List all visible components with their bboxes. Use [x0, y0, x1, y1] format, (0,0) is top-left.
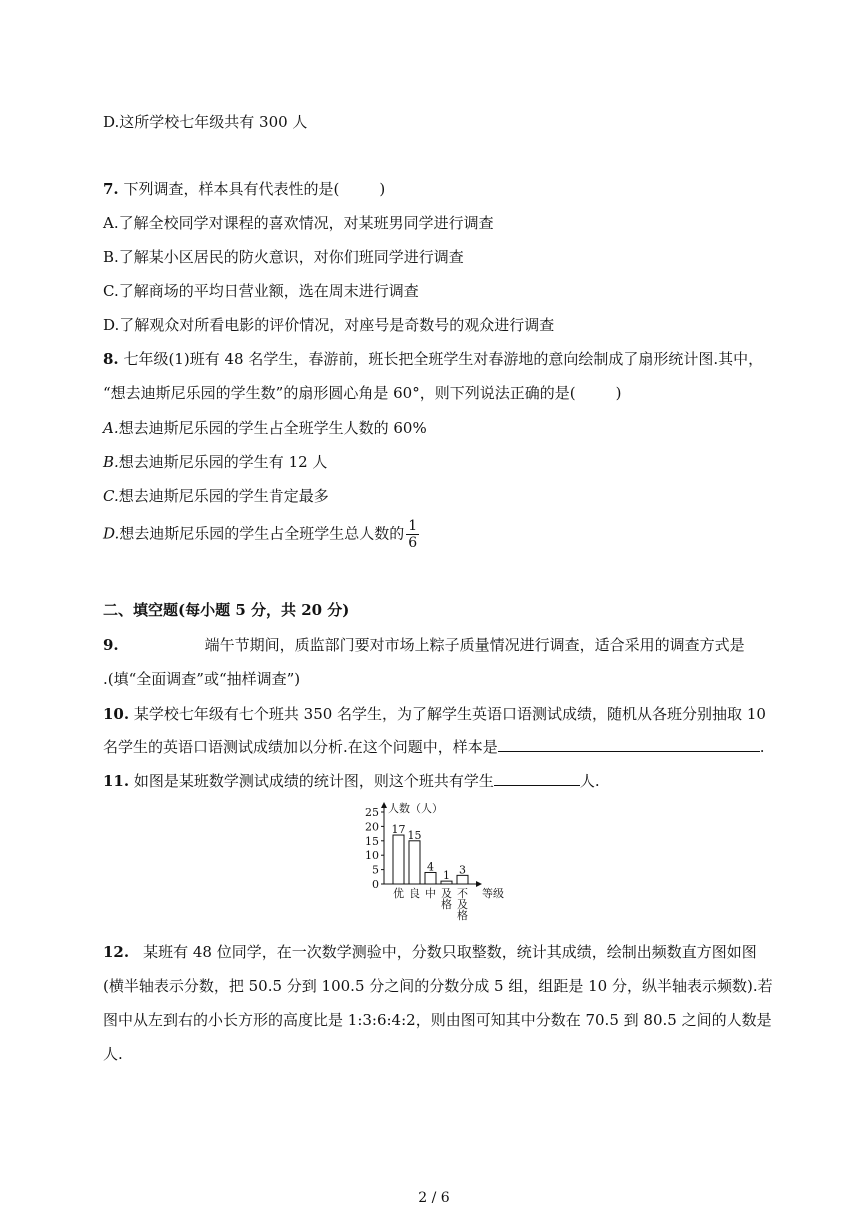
page-number: 2 / 6	[418, 1190, 450, 1206]
q8-number: 8.	[103, 350, 119, 368]
bar	[393, 835, 404, 884]
y-tick-label: 10	[365, 849, 379, 863]
bar	[425, 872, 436, 884]
q10-text1: 某学校七年级有七个班共 350 名学生，为了解学生英语口语测试成绩，随机从各班分别抽取 10	[133, 705, 766, 723]
y-axis-label: 人数（人）	[388, 802, 443, 815]
q7-stem-end: )	[379, 180, 386, 198]
q10-text2: 名学生的英语口语测试成绩加以分析.在这个问题中，样本是	[103, 738, 498, 756]
x-tick-label: 优	[393, 887, 404, 900]
q8-option-c	[103, 486, 329, 506]
fraction-denominator: 6	[408, 535, 418, 551]
answer-blank	[494, 771, 580, 786]
q11-line	[103, 771, 600, 791]
q7-number: 7.	[103, 180, 119, 198]
q9-line2: .(填“全面调查”或“抽样调查”)	[103, 670, 301, 688]
q8-option-b-text: 想去迪斯尼乐园的学生有 12 人	[118, 453, 328, 471]
bar	[409, 841, 420, 884]
q11-text: 如图是某班数学测试成绩的统计图，则这个班共有学生	[133, 772, 494, 790]
q9-text1: 端午节期间，质监部门要对市场上粽子质量情况进行调查，适合采用的调查方式是	[204, 636, 745, 654]
q12-number: 12.	[103, 943, 130, 961]
q12-line1	[103, 942, 757, 962]
q8-option-a	[103, 418, 427, 438]
q9-line1	[103, 635, 745, 655]
y-axis-arrow	[381, 802, 387, 808]
q8-option-b	[103, 452, 327, 472]
q12-line1-text: 某班有 48 位同学，在一次数学测验中，分数只取整数，统计其成绩，绘制出频数直方图如图	[143, 943, 757, 961]
y-tick-label: 5	[372, 863, 379, 877]
section-title: 二、填空题(每小题 5 分，共 20 分)	[103, 601, 350, 619]
bar-value-label: 15	[407, 828, 422, 842]
q8-stem2: “想去迪斯尼乐园的学生数”的扇形圆心角是 60°，则下列说法正确的是(	[103, 384, 576, 402]
q8-option-c-text: 想去迪斯尼乐园的学生肯定最多	[118, 487, 329, 505]
q8-stem2-end: )	[615, 384, 622, 402]
q8-stem-line1	[103, 349, 763, 369]
x-tick-label: 不	[457, 887, 468, 900]
q8-stem-line2	[103, 383, 621, 403]
q11-number: 11.	[103, 772, 130, 790]
q12-line3: 图中从左到右的小长方形的高度比是 1:3:6:4:2，则由图可知其中分数在 70.5 到 80.5 之间的人数是	[103, 1011, 772, 1029]
x-tick-label: 良	[409, 887, 420, 900]
q7-option-c: C.了解商场的平均日营业额，选在周末进行调查	[103, 282, 419, 300]
y-tick-label: 25	[365, 806, 379, 819]
q12-line4: 人.	[103, 1045, 123, 1063]
y-tick-label: 15	[365, 834, 379, 848]
fraction-numerator: 1	[408, 518, 418, 534]
q8-option-c-letter: C.	[103, 487, 119, 505]
bar	[457, 875, 468, 884]
q8-option-b-letter: B.	[103, 453, 119, 471]
q7-option-a: A.了解全校同学对课程的喜欢情况，对某班男同学进行调查	[103, 214, 494, 232]
q8-option-d-letter: D.	[103, 524, 120, 543]
q7-stem-text: 下列调查，样本具有代表性的是(	[123, 180, 340, 198]
x-tick-label: 及	[457, 898, 468, 911]
bar-value-label: 3	[459, 863, 466, 877]
q10-line2	[103, 737, 765, 757]
fraction	[406, 518, 419, 551]
x-tick-label: 格	[457, 909, 468, 922]
bar-chart	[358, 798, 518, 922]
answer-blank	[498, 737, 760, 752]
q7-option-d: D.了解观众对所看电影的评价情况，对座号是奇数号的观众进行调查	[103, 316, 555, 334]
q11-text-end: 人.	[579, 772, 600, 790]
q7-stem	[103, 179, 385, 199]
q8-option-d-text: 想去迪斯尼乐园的学生占全班学生总人数的	[119, 524, 405, 543]
q8-option-a-text: 想去迪斯尼乐园的学生占全班学生人数的 60%	[118, 419, 427, 437]
x-tick-label: 中	[425, 887, 436, 900]
y-tick-label: 20	[365, 820, 379, 834]
x-tick-label: 格	[441, 898, 452, 911]
q8-stem1: 七年级(1)班有 48 名学生，春游前，班长把全班学生对春游地的意向绘制成了扇形统计图.其中，	[123, 350, 764, 368]
q8-option-a-letter: A.	[103, 419, 119, 437]
q8-option-d	[103, 518, 419, 551]
q12-line2: (横半轴表示分数，把 50.5 分到 100.5 分之间的分数分成 5 组，组距是 10 分，纵半轴表示频数).若	[103, 977, 773, 995]
q10-line1	[103, 704, 766, 724]
q7-option-b: B.了解某小区居民的防火意识，对你们班同学进行调查	[103, 248, 464, 266]
q10-text2-end: .	[759, 738, 765, 756]
q6-option-d: D.这所学校七年级共有 300 人	[103, 113, 308, 131]
q10-number: 10.	[103, 705, 130, 723]
x-tick-label: 及	[441, 887, 452, 900]
bar-value-label: 17	[391, 823, 406, 837]
bar-value-label: 1	[443, 869, 450, 883]
bar-value-label: 4	[427, 860, 434, 874]
y-tick-label: 0	[372, 878, 379, 891]
x-axis-label: 等级	[482, 887, 504, 900]
q9-number: 9.	[103, 636, 119, 654]
